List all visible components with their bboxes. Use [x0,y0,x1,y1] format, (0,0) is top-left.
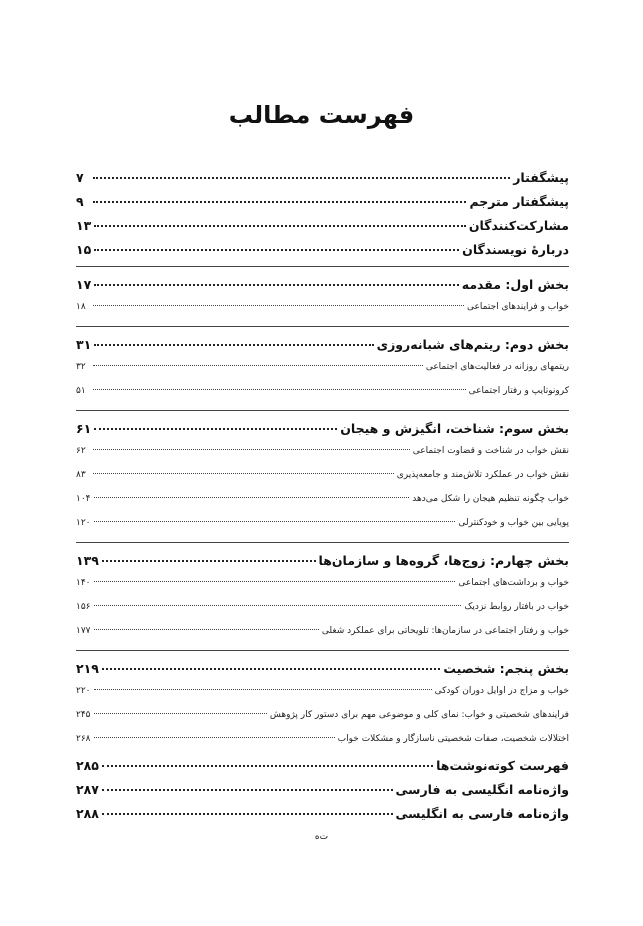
toc-entry-contributors[interactable] [76,218,569,242]
dot-leader [102,668,440,670]
toc-chapter[interactable] [76,602,569,626]
toc-entry-page: ۹ [76,194,84,209]
page-title: فهرست مطالب [228,101,415,129]
toc-chapter[interactable] [76,362,569,386]
toc-section-label: بخش اول: مقدمه [461,277,569,292]
toc-chapter-label: خواب و برداشت‌های اجتماعی [458,578,569,588]
toc-chapter-label: خواب و رفتار اجتماعی در سازمان‌ها: تلویحاتی برای عملکرد شغلی [321,626,569,636]
dot-leader [94,629,319,630]
section-divider [76,326,569,337]
toc-chapter[interactable] [76,578,569,602]
dot-leader [94,605,462,606]
toc-chapter-page: ۵۱ [76,386,86,396]
toc-entry-about-authors[interactable] [76,242,569,266]
toc-chapter-page: ۲۲۰ [76,686,91,696]
toc-chapter-page: ۱۰۴ [76,494,91,504]
dot-leader [93,389,466,390]
toc-chapter[interactable] [76,518,569,542]
toc-section-page: ۲۱۹ [76,661,99,676]
toc-chapter-label: فرایندهای شخصیتی و خواب: نمای کلی و موضوعی مهم برای دستور کار پژوهش [269,710,569,720]
toc-chapter-label: خواب و فرایندهای اجتماعی [467,302,569,312]
toc-chapter[interactable] [76,686,569,710]
dot-leader [93,449,410,450]
toc-chapter-label: ریتمهای روزانه در فعالیت‌های اجتماعی [425,362,569,372]
toc-entry-label: فهرست کوته‌نوشت‌ها [436,758,569,773]
toc-chapter-label: خواب در بافتار روابط نزدیک [464,602,569,612]
toc-section-label: بخش پنجم: شخصیت [443,661,569,676]
toc-entry-label: واژه‌نامه انگلیسی به فارسی [395,782,569,797]
toc-entry-translator-preface[interactable] [76,194,569,218]
toc-chapter[interactable] [76,386,569,410]
toc-entry-label: پیشگفتار [513,170,569,185]
toc-entry-label: دربارهٔ نویسندگان [462,242,569,257]
dot-leader [94,284,458,286]
toc-chapter[interactable] [76,494,569,518]
dot-leader [94,737,335,738]
toc-chapter-page: ۱۴۰ [76,578,91,588]
dot-leader [94,428,337,430]
dot-leader [94,249,459,251]
dot-leader [102,765,433,767]
toc-entry-glossary-fa-en[interactable] [76,806,569,830]
dot-leader [93,305,464,306]
toc-chapter-page: ۱۲۰ [76,518,91,528]
toc-section-label: بخش سوم: شناخت، انگیزش و هیجان [340,421,569,436]
toc-entry-page: ۷ [76,170,84,185]
toc-entry-label: مشارکت‌کنندگان [468,218,569,233]
dot-leader [94,344,373,346]
toc-chapter[interactable] [76,470,569,494]
toc-section-2[interactable] [76,337,569,362]
toc-section-label: بخش چهارم: زوج‌ها، گروه‌ها و سازمان‌ها [318,553,569,568]
toc-chapter-label: کرونوتایپ و رفتار اجتماعی [468,386,569,396]
toc-chapter-label: خواب چگونه تنظیم هیجان را شکل می‌دهد [412,494,569,504]
section-divider [76,542,569,553]
toc-entry-page: ۱۵ [76,242,92,257]
dot-leader [93,365,423,366]
toc-section-page: ۶۱ [76,421,92,436]
page-number: ت‌ه [314,832,329,842]
toc-section-3[interactable] [76,421,569,446]
toc-section-page: ۱۳۹ [76,553,99,568]
section-divider [76,266,569,277]
toc-entry-page: ۱۳ [76,218,92,233]
toc-chapter[interactable] [76,626,569,650]
toc-chapter[interactable] [76,734,569,758]
dot-leader [102,560,316,562]
dot-leader [94,689,432,690]
dot-leader [94,521,456,522]
toc-section-page: ۱۷ [76,277,92,292]
toc-chapter-label: پویایی بین خواب و خودکنترلی [458,518,569,528]
toc-chapter-page: ۶۲ [76,446,86,456]
dot-leader [94,713,267,714]
toc-chapter-page: ۲۴۵ [76,710,91,720]
toc-chapter[interactable] [76,302,569,326]
section-divider [76,650,569,661]
toc-section-4[interactable] [76,553,569,578]
toc-entry-abbreviations[interactable] [76,758,569,782]
toc-chapter-page: ۲۶۸ [76,734,91,744]
dot-leader [94,225,466,227]
section-divider [76,410,569,421]
toc-chapter-label: اختلالات شخصیت، صفات شخصیتی ناسازگار و مشکلات خواب [337,734,569,744]
toc-entry-glossary-en-fa[interactable] [76,782,569,806]
toc-entry-label: پیشگفتار مترجم [469,194,569,209]
toc-chapter-page: ۸۳ [76,470,86,480]
dot-leader [102,813,393,815]
dot-leader [93,201,466,203]
toc-chapter-page: ۱۸ [76,302,86,312]
toc-chapter-label: خواب و مزاج در اوایل دوران کودکی [434,686,569,696]
dot-leader [93,473,394,474]
toc-entry-label: واژه‌نامه فارسی به انگلیسی [395,806,569,821]
toc-entry-preface[interactable] [76,170,569,194]
table-of-contents [76,170,569,830]
toc-section-label: بخش دوم: ریتم‌های شبانه‌روزی [376,337,569,352]
toc-entry-page: ۲۸۷ [76,782,99,797]
toc-chapter-page: ۳۲ [76,362,86,372]
toc-chapter-page: ۱۵۶ [76,602,91,612]
dot-leader [94,497,410,498]
dot-leader [93,177,510,179]
toc-chapter-label: نقش خواب در شناخت و قضاوت اجتماعی [412,446,569,456]
toc-chapter[interactable] [76,710,569,734]
toc-chapter-page: ۱۷۷ [76,626,91,636]
toc-entry-page: ۲۸۵ [76,758,99,773]
toc-chapter-label: نقش خواب در عملکرد تلاش‌مند و جامعه‌پذیری [396,470,569,480]
toc-section-1[interactable] [76,277,569,302]
toc-section-page: ۳۱ [76,337,92,352]
toc-entry-page: ۲۸۸ [76,806,99,821]
toc-chapter[interactable] [76,446,569,470]
dot-leader [94,581,456,582]
toc-section-5[interactable] [76,661,569,686]
dot-leader [102,789,393,791]
